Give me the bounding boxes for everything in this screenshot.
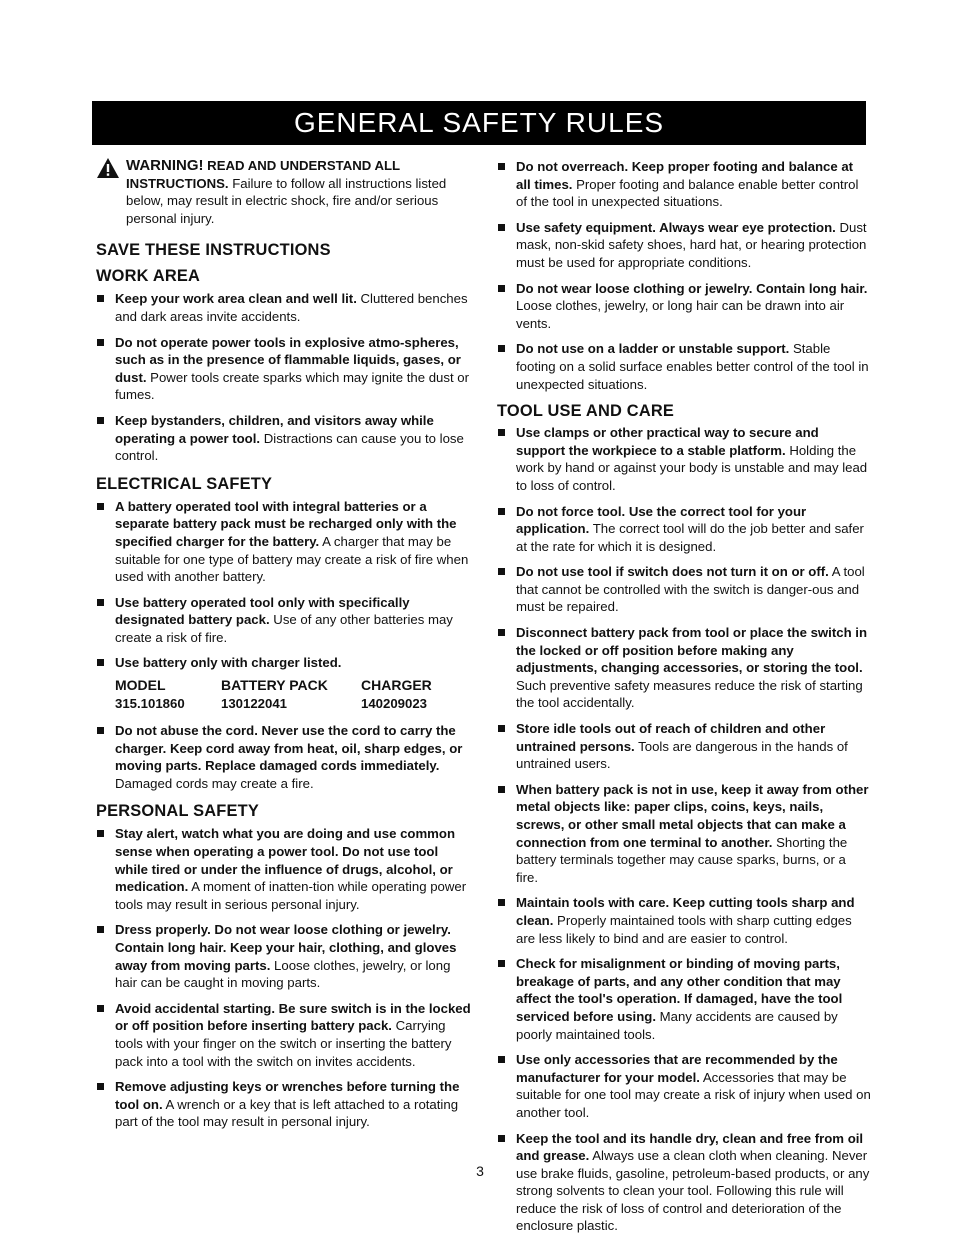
list-item bbox=[497, 1130, 871, 1236]
square-bullet-icon bbox=[97, 295, 104, 302]
warning-word: WARNING! bbox=[126, 157, 204, 174]
rule-bold-text: When battery pack is not in use, keep it away from other metal objects like: paper clips, coins, keys, nails, screws, or other small metal objects that can make a connection from one terminal to another. bbox=[516, 781, 869, 850]
warning-text: Failure to follow all instructions listed below, may result in electric shock, fire and/or serious personal injury. bbox=[126, 175, 447, 226]
personal-safety-list bbox=[96, 825, 472, 1131]
rule-text: Tools are dangerous in the hands of untrained users. bbox=[516, 738, 848, 772]
page-banner-title: GENERAL SAFETY RULES bbox=[92, 101, 866, 145]
list-item bbox=[497, 781, 871, 887]
rule-bold-text: Do not abuse the cord. Never use the cord to carry the charger. Keep cord away from heat, oil, sharp edges, or moving parts. Replace damaged cords immediately. bbox=[115, 723, 463, 774]
rule-text: Shorting the battery terminals together may cause sparks, burns, or a fire. bbox=[516, 834, 848, 885]
rule-text: Distractions can cause you to lose control. bbox=[115, 430, 464, 464]
list-item bbox=[497, 280, 871, 333]
rule-text: Accessories that may be suitable for one tool may create a risk of injury when used on another tool. bbox=[516, 1069, 871, 1120]
cell-model: 315.101860 bbox=[115, 696, 185, 712]
list-item bbox=[497, 1051, 871, 1121]
rule-bold-text: Check for misalignment or binding of moving parts, breakage of parts, and any other condition that may affect the tool's operation. If damaged, have the tool serviced before using. bbox=[516, 956, 843, 1024]
rule-text: Proper footing and balance enable better control of the tool in unexpected situations. bbox=[516, 176, 859, 210]
right-column bbox=[497, 158, 871, 1243]
list-item bbox=[497, 624, 871, 712]
square-bullet-icon bbox=[498, 725, 505, 732]
personal-safety-heading: PERSONAL SAFETY bbox=[96, 802, 259, 821]
list-item bbox=[96, 334, 472, 404]
square-bullet-icon bbox=[97, 830, 104, 837]
rule-bold-text: Use clamps or other practical way to secure and support the workpiece to a stable platform. bbox=[516, 425, 819, 458]
page-number: 3 bbox=[476, 1163, 484, 1179]
rule-text: A charger that may be suitable for one type of battery may create a risk of fire when used with another battery. bbox=[115, 533, 469, 585]
rule-bold-text: Do not force tool. Use the correct tool for your application. bbox=[516, 503, 807, 537]
square-bullet-icon bbox=[498, 568, 505, 575]
square-bullet-icon bbox=[498, 1056, 505, 1063]
rule-bold-text: Do not use tool if switch does not turn it on or off. bbox=[516, 564, 829, 580]
tool-use-care-list bbox=[497, 424, 871, 1235]
square-bullet-icon bbox=[498, 285, 505, 292]
list-item bbox=[497, 563, 871, 616]
list-item bbox=[497, 424, 871, 494]
square-bullet-icon bbox=[97, 1005, 104, 1012]
rule-text: Loose clothes, jewelry, or long hair can be drawn into air vents. bbox=[516, 298, 845, 331]
list-item bbox=[96, 290, 472, 325]
rule-bold-text: Dress properly. Do not wear loose clothing or jewelry. Contain long hair. Keep your hair, clothing, and gloves away from moving parts. bbox=[115, 922, 457, 973]
rule-bold-text: Do not use on a ladder or unstable support. bbox=[516, 341, 790, 357]
rule-bold-text: Do not overreach. Keep proper footing and balance at all times. bbox=[516, 159, 854, 192]
square-bullet-icon bbox=[498, 786, 505, 793]
rule-text: Always use a clean cloth when cleaning. Never use brake fluids, gasoline, petroleum-based products, or any strong solvents to clean your tool. Following this rule will reduce the risk of loss of control and deterioration of the enclosure plastic. bbox=[516, 1148, 870, 1234]
rule-text: Carrying tools with your finger on the switch or inserting the battery pack into a tool with the switch on invites accidents. bbox=[115, 1018, 452, 1069]
list-item bbox=[497, 955, 871, 1043]
square-bullet-icon bbox=[498, 629, 505, 636]
rule-bold-text: Use safety equipment. Always wear eye protection. bbox=[516, 219, 836, 235]
rule-text: A wrench or a key that is left attached to a rotating part of the tool may result in personal injury. bbox=[115, 1096, 459, 1130]
warning-bold-text: READ AND UNDERSTAND ALL INSTRUCTIONS. bbox=[126, 158, 400, 191]
rule-text: Stable footing on a solid surface enables better control of the tool in unexpected situations. bbox=[516, 341, 869, 392]
electrical-safety-heading: ELECTRICAL SAFETY bbox=[96, 474, 273, 493]
rule-bold-text: Remove adjusting keys or wrenches before turning the tool on. bbox=[115, 1079, 460, 1112]
header-charger: CHARGER bbox=[361, 677, 432, 694]
list-item bbox=[497, 158, 871, 211]
rule-bold-text: Use battery only with charger listed. bbox=[115, 655, 342, 671]
list-item bbox=[497, 503, 871, 556]
table-header-row bbox=[115, 677, 461, 695]
battery-charger-table bbox=[115, 677, 461, 713]
rule-text: Cluttered benches and dark areas invite accidents. bbox=[115, 291, 468, 324]
rule-text: Many accidents are caused by poorly maintained tools. bbox=[516, 1008, 838, 1042]
rule-text: Holding the work by hand or against your body is unstable and may lead to loss of control. bbox=[516, 442, 868, 493]
save-instructions-heading: SAVE THESE INSTRUCTIONS bbox=[96, 241, 331, 260]
square-bullet-icon bbox=[498, 508, 505, 515]
square-bullet-icon bbox=[97, 727, 104, 734]
square-bullet-icon bbox=[97, 1083, 104, 1090]
list-item bbox=[497, 720, 871, 773]
cell-charger: 140209023 bbox=[361, 696, 428, 712]
rule-text: Damaged cords may create a fire. bbox=[115, 775, 314, 791]
rule-bold-text: Disconnect battery pack from tool or place the switch in the locked or off position before making any adjustments, changing accessories, or storing the tool. bbox=[516, 625, 868, 676]
list-item bbox=[497, 219, 871, 272]
list-item bbox=[497, 340, 871, 393]
list-item bbox=[96, 594, 472, 647]
square-bullet-icon bbox=[97, 926, 104, 933]
square-bullet-icon bbox=[498, 224, 505, 231]
list-item bbox=[96, 1078, 472, 1131]
square-bullet-icon bbox=[498, 960, 505, 967]
list-item bbox=[96, 1000, 472, 1070]
list-item bbox=[96, 921, 472, 991]
rule-bold-text: Store idle tools out of reach of children and other untrained persons. bbox=[516, 721, 826, 754]
warning-triangle-icon bbox=[96, 157, 120, 179]
header-model: MODEL bbox=[115, 677, 166, 694]
cell-battery-pack: 130122041 bbox=[221, 696, 288, 712]
rule-bold-text: Keep the tool and its handle dry, clean and free from oil and grease. bbox=[516, 1130, 864, 1164]
rule-bold-text: Do not wear loose clothing or jewelry. Contain long hair. bbox=[516, 280, 868, 296]
list-item bbox=[96, 498, 472, 586]
list-item bbox=[96, 722, 472, 792]
work-area-list bbox=[96, 290, 472, 464]
square-bullet-icon bbox=[498, 345, 505, 352]
electrical-safety-list-continued bbox=[96, 722, 472, 792]
square-bullet-icon bbox=[97, 339, 104, 346]
table-row bbox=[115, 695, 461, 713]
rule-bold-text: Maintain tools with care. Keep cutting tools sharp and clean. bbox=[516, 895, 855, 928]
rule-bold-text: Keep your work area clean and well lit. bbox=[115, 291, 357, 307]
rule-text: Such preventive safety measures reduce the risk of starting the tool accidentally. bbox=[516, 677, 863, 711]
rule-bold-text: Stay alert, watch what you are doing and use common sense when operating a power tool. Do not use tool while tired or under the influence of drugs, alcohol, or medication. bbox=[115, 826, 456, 895]
rule-text: The correct tool will do the job better and safer at the rate for which it is designed. bbox=[516, 521, 864, 554]
tool-use-care-heading: TOOL USE AND CARE bbox=[497, 402, 675, 421]
rule-text: A tool that cannot be controlled with the switch is danger-ous and must be repaired. bbox=[516, 564, 865, 615]
list-item bbox=[96, 825, 472, 913]
left-column bbox=[96, 157, 472, 1139]
work-area-heading: WORK AREA bbox=[96, 267, 201, 286]
electrical-safety-list bbox=[96, 498, 472, 672]
rule-bold-text: Avoid accidental starting. Be sure switch is in the locked or off position before inserting battery pack. bbox=[115, 1000, 471, 1034]
rule-text: Properly maintained tools with sharp cutting edges are less likely to bind and are easier to control. bbox=[516, 912, 852, 946]
square-bullet-icon bbox=[97, 417, 104, 424]
square-bullet-icon bbox=[498, 429, 505, 436]
list-item bbox=[96, 412, 472, 465]
square-bullet-icon bbox=[498, 163, 505, 170]
personal-safety-list-continued bbox=[497, 158, 871, 393]
rule-bold-text: Keep bystanders, children, and visitors away while operating a power tool. bbox=[115, 412, 434, 446]
rule-bold-text: Use only accessories that are recommended by the manufacturer for your model. bbox=[516, 1052, 838, 1085]
warning-notice bbox=[96, 157, 472, 227]
rule-text: Dust mask, non-skid safety shoes, hard hat, or hearing protection must be used for appropriate conditions. bbox=[516, 219, 867, 270]
square-bullet-icon bbox=[97, 599, 104, 606]
list-item bbox=[497, 894, 871, 947]
square-bullet-icon bbox=[498, 899, 505, 906]
rule-bold-text: A battery operated tool with integral batteries or a separate battery pack must be recharged only with the specified charger for the battery. bbox=[115, 498, 457, 549]
list-item bbox=[96, 654, 472, 672]
rule-text: A moment of inatten-tion while operating power tools may result in serious personal injury. bbox=[115, 879, 467, 912]
square-bullet-icon bbox=[97, 659, 104, 666]
rule-text: Power tools create sparks which may ignite the dust or fumes. bbox=[115, 369, 470, 403]
rule-text: Use of any other batteries may create a risk of fire. bbox=[115, 612, 453, 645]
square-bullet-icon bbox=[97, 503, 104, 510]
square-bullet-icon bbox=[498, 1135, 505, 1142]
header-battery-pack: BATTERY PACK bbox=[221, 677, 328, 694]
rule-text: Loose clothes, jewelry, or long hair can be caught in moving parts. bbox=[115, 957, 451, 991]
rule-bold-text: Use battery operated tool only with specifically designated battery pack. bbox=[115, 594, 410, 628]
rule-bold-text: Do not operate power tools in explosive atmo-spheres, such as in the presence of flammable liquids, gases, or dust. bbox=[115, 334, 461, 385]
